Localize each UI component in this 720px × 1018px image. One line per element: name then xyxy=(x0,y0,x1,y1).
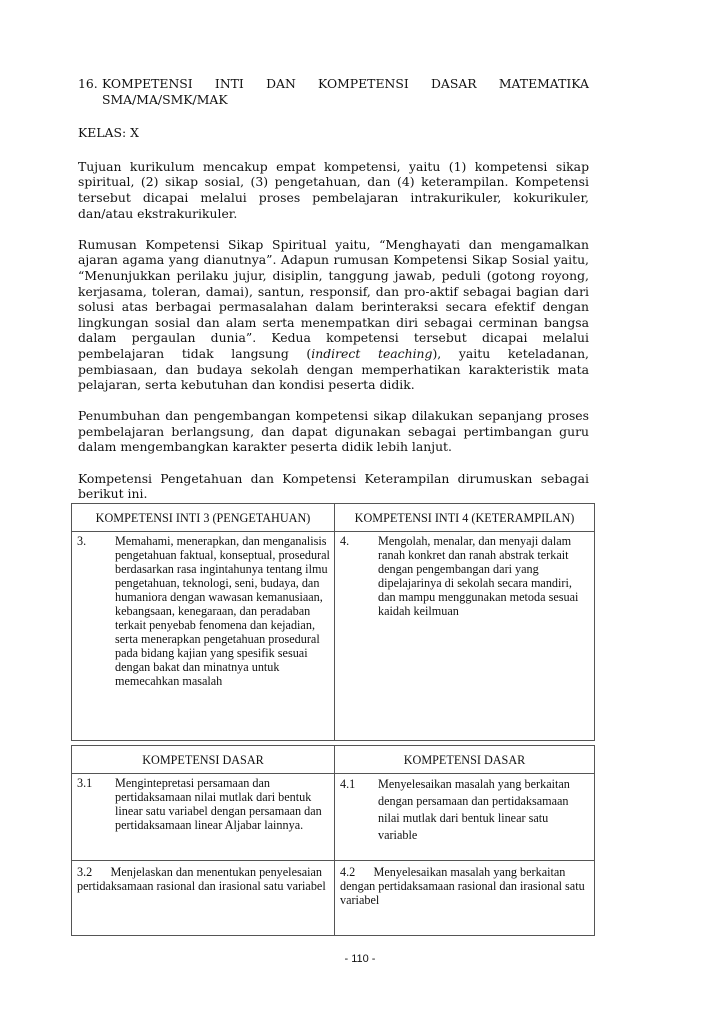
section-number: 16. xyxy=(78,76,98,91)
heading-word: KOMPETENSI xyxy=(102,76,193,91)
heading-word: MATEMATIKA xyxy=(498,76,589,91)
item-text: Menyelesaikan masalah yang berkaitan dengan persamaan dan pertidaksamaan nilai mutlak dari bentuk linear satu variable xyxy=(378,777,570,842)
paragraph-text: ), yaitu keteladanan, pembiasaan, dan budaya sekolah dengan memperhatikan karakteristik mata pelajaran, serta kebutuhan dan kondisi peserta didik. xyxy=(78,345,589,393)
item-number: 3. xyxy=(77,534,87,548)
page-number: - 110 - xyxy=(344,953,376,965)
ki3-item xyxy=(72,532,334,690)
item-text: Mengintepretasi persamaan dan pertidaksamaan nilai mutlak dari bentuk linear satu variabel dengan persamaan dan pertidaksamaan linear Aljabar lainnya. xyxy=(115,776,322,832)
heading-word: DAN xyxy=(266,76,296,91)
paragraph-text: Rumusan Kompetensi Sikap Spiritual yaitu, “Menghayati dan mengamalkan ajaran agama yang dianutnya”. Adapun rumusan Kompetensi Sikap Sosial yaitu, “Menunjukkan perilaku jujur, disiplin, tanggung jawab, peduli (gotong royong, kerjasama, toleran, damai), santun, responsif, dan pro-aktif sebagai bagian dari solusi atas berbagai permasalahan dalam berinteraksi secara efektif dengan lingkungan sosial dan alam serta menempatkan diri sebagai cerminan bangsa dalam pergaulan dunia”. Kedua kompetensi tersebut dicapai melalui pembelajaran tidak langsung ( xyxy=(78,236,589,361)
table-header-ki4: KOMPETENSI INTI 4 (KETERAMPILAN) xyxy=(335,504,595,532)
table-header-kd-left: KOMPETENSI DASAR xyxy=(72,746,335,774)
kd-3-2: 3.2 Menjelaskan dan menentukan penyelesaian pertidaksamaan rasional dan irasional satu variabel xyxy=(77,865,326,893)
heading-line-2: SMA/MA/SMK/MAK xyxy=(102,91,228,107)
kompetensi-inti-table xyxy=(71,503,595,741)
item-number: 3.1 xyxy=(77,776,93,790)
heading-word: KOMPETENSI xyxy=(318,76,409,91)
table-header-kd-right: KOMPETENSI DASAR xyxy=(335,746,595,774)
kd-3-1 xyxy=(72,774,334,834)
kelas-label: KELAS: X xyxy=(78,125,139,141)
heading-word: INTI xyxy=(214,76,244,91)
italic-term: indirect teaching xyxy=(311,345,433,361)
item-text: Mengolah, menalar, dan menyaji dalam ranah konkret dan ranah abstrak terkait dengan pengembangan dari yang dipelajarinya di sekolah secara mandiri, dan mampu menggunakan metoda sesuai kaidah keilmuan xyxy=(378,534,579,618)
paragraph-sikap xyxy=(78,237,589,393)
kd-4-1 xyxy=(335,774,594,846)
kompetensi-dasar-table xyxy=(71,745,595,936)
paragraph-tujuan: Tujuan kurikulum mencakup empat kompetensi, yaitu (1) kompetensi sikap spiritual, (2) sikap sosial, (3) pengetahuan, dan (4) keterampilan. Kompetensi tersebut dicapai melalui proses pembelajaran intrakurikuler, kokurikuler, dan/atau ekstrakurikuler. xyxy=(78,158,589,221)
paragraph-intro-table: Kompetensi Pengetahuan dan Kompetensi Keterampilan dirumuskan sebagai berikut ini. xyxy=(78,470,589,502)
ki4-item xyxy=(335,532,594,620)
kd-4-2: 4.2 Menyelesaikan masalah yang berkaitan dengan pertidaksamaan rasional dan irasional satu variabel xyxy=(340,865,588,907)
table-header-ki3: KOMPETENSI INTI 3 (PENGETAHUAN) xyxy=(72,504,335,532)
item-number: 4.1 xyxy=(340,777,356,791)
document-body xyxy=(78,76,589,517)
item-text: Memahami, menerapkan, dan menganalisis pengetahuan faktual, konseptual, prosedural berdasarkan rasa ingintahunya tentang ilmu pengetahuan, teknologi, seni, budaya, dan humaniora dengan wawasan kemanusiaan, kebangsaan, kenegaraan, dan peradaban terkait penyebab fenomena dan kejadian, serta menerapkan pengetahuan prosedural pada bidang kajian yang spesifik sesuai dengan bakat dan minatnya untuk memecahkan masalah xyxy=(115,534,330,688)
paragraph-penumbuhan: Penumbuhan dan pengembangan kompetensi sikap dilakukan sepanjang proses pembelajaran berlangsung, dan dapat digunakan sebagai pertimbangan guru dalam mengembangkan karakter peserta didik lebih lanjut. xyxy=(78,408,589,455)
item-number: 4. xyxy=(340,534,350,548)
heading-word: DASAR xyxy=(430,76,477,91)
section-heading xyxy=(78,76,589,107)
